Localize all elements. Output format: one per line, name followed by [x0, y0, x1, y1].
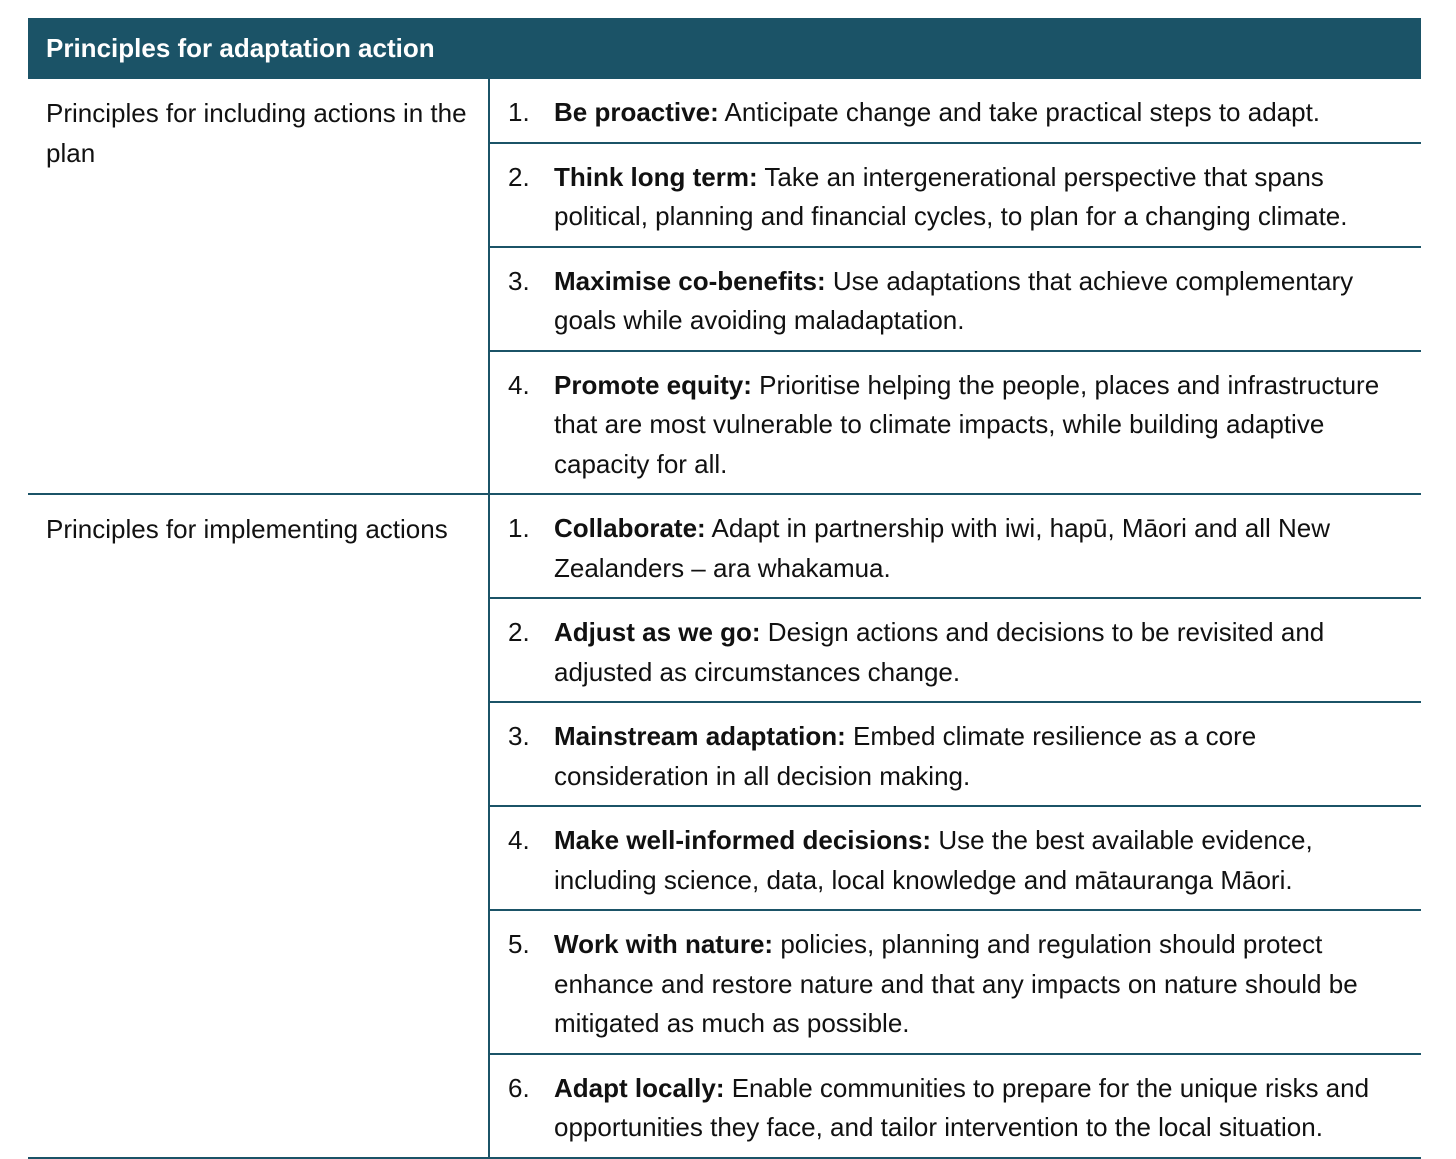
- item-number: 4.: [508, 369, 530, 400]
- section-implementing-actions: [28, 493, 1421, 1157]
- item-number: 1.: [508, 97, 530, 127]
- principle-item: [490, 701, 1421, 805]
- item-text: Use adaptations that achieve complementary goals while avoiding maladaptation.: [554, 265, 1354, 335]
- principle-list: [490, 79, 1421, 493]
- item-content: [554, 1069, 1401, 1148]
- item-text: Use the best available evidence, including science, data, local knowledge and mātauranga Māori.: [554, 825, 1313, 895]
- item-text: Take an intergenerational perspective that spans political, planning and financial cycles, to plan for a changing climate.: [554, 161, 1348, 231]
- item-number: 2.: [508, 617, 530, 647]
- item-number: 3.: [508, 265, 530, 296]
- principle-list: [490, 495, 1421, 1157]
- item-term: Be proactive:: [554, 97, 719, 127]
- table-bottom-rule: [28, 1157, 1421, 1159]
- item-text: Anticipate change and take practical steps to adapt.: [718, 97, 1321, 127]
- principle-item: [490, 805, 1421, 909]
- table-header: Principles for adaptation action: [28, 18, 1421, 79]
- item-number: 2.: [508, 161, 530, 192]
- principle-item: [490, 597, 1421, 701]
- section-label: Principles for implementing actions: [28, 495, 490, 1157]
- item-term: Promote equity:: [554, 369, 752, 400]
- item-content: [554, 717, 1401, 796]
- item-content: [554, 821, 1401, 900]
- principle-item: [490, 79, 1421, 142]
- principle-item: [490, 350, 1421, 494]
- item-term: Collaborate:: [554, 513, 706, 543]
- item-content: [554, 925, 1401, 1044]
- item-content: [554, 93, 1401, 133]
- section-including-actions: [28, 79, 1421, 493]
- principles-table: [28, 18, 1421, 1159]
- item-content: [554, 262, 1401, 341]
- item-content: [554, 613, 1401, 692]
- item-text: policies, planning and regulation should protect enhance and restore nature and that any impacts on nature should be mitigated as much as possible.: [554, 929, 1358, 1038]
- item-term: Maximise co-benefits:: [554, 265, 826, 296]
- item-content: [554, 366, 1401, 485]
- item-term: Adjust as we go:: [554, 617, 761, 647]
- item-text: Embed climate resilience as a core consideration in all decision making.: [554, 721, 1257, 791]
- item-number: 3.: [508, 721, 530, 751]
- item-number: 1.: [508, 513, 530, 543]
- item-term: Think long term:: [554, 161, 758, 192]
- principle-item: [490, 495, 1421, 597]
- principle-item: [490, 142, 1421, 246]
- item-number: 6.: [508, 1072, 530, 1103]
- item-number: 5.: [508, 929, 530, 959]
- item-text: Enable communities to prepare for the unique risks and opportunities they face, and tailor intervention to the local situation.: [554, 1072, 1370, 1142]
- principle-item: [490, 246, 1421, 350]
- item-term: Adapt locally:: [554, 1072, 725, 1103]
- item-term: Work with nature:: [554, 929, 774, 959]
- principle-item: [490, 1053, 1421, 1157]
- item-text: Prioritise helping the people, places and infrastructure that are most vulnerable to climate impacts, while building adaptive capacity for all.: [554, 369, 1380, 479]
- principle-item: [490, 909, 1421, 1053]
- item-number: 4.: [508, 825, 530, 855]
- item-term: Make well-informed decisions:: [554, 825, 932, 855]
- item-content: [554, 158, 1401, 237]
- item-term: Mainstream adaptation:: [554, 721, 846, 751]
- item-text: Design actions and decisions to be revisited and adjusted as circumstances change.: [554, 617, 1325, 687]
- section-label: Principles for including actions in the plan: [28, 79, 490, 493]
- item-content: [554, 509, 1401, 588]
- item-text: Adapt in partnership with iwi, hapū, Māori and all New Zealanders – ara whakamua.: [554, 513, 1331, 583]
